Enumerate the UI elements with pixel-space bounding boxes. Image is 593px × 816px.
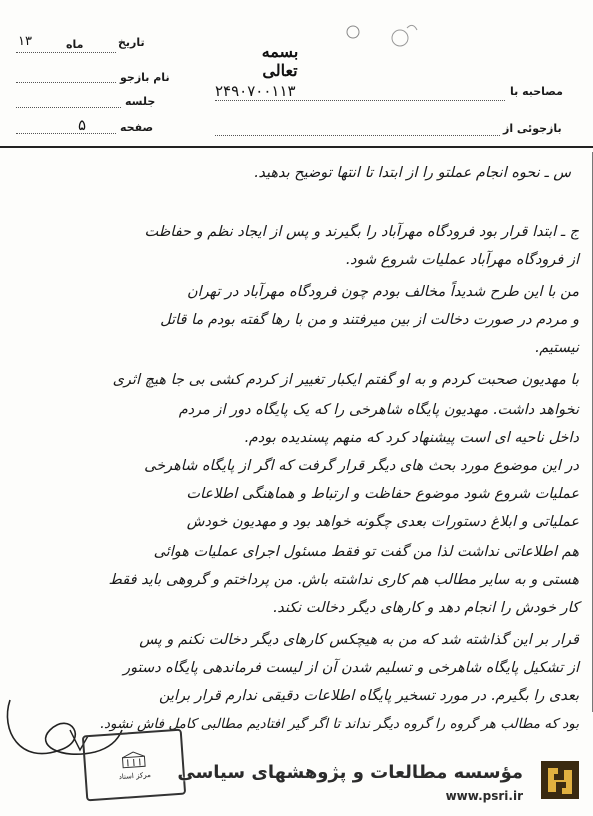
answer-line: و مردم در صورت دخالت از بین میرفتند و من با رها گفته بودم ما قاتل [160, 312, 579, 328]
interviewee-label: مصاحبه با [510, 85, 563, 98]
answer-line: داخل ناحیه ای است پیشنهاد کرد که منهم پسندیده بودم. [244, 430, 579, 446]
answer-line: بعدی را بگیرم. در مورد تسخیر پایگاه اطلاعات دقیقی ندارم قرار براین [158, 688, 579, 704]
page-line [16, 133, 116, 134]
ink-swirl-decoration [345, 20, 425, 50]
answer-line: کار خودش را انجام دهد و کارهای دیگر دخالت نکند. [272, 600, 579, 616]
interrogation-of-line [215, 135, 500, 136]
question-line: س ـ نحوه انجام عملتو را از ابتدا تا انتها توضیح بدهید. [253, 165, 571, 181]
interviewee-value: ۲۴۹۰۷۰۰۱۱۳ [215, 82, 296, 100]
answer-line: نخواهد داشت. مهدیون پایگاه شاهرخی را که یک پایگاه دور از مردم [178, 402, 579, 418]
interviewee-line [215, 100, 505, 101]
answer-line: هستی و به سایر مطالب هم کاری نداشته باش. من پرداختم و گروهی باید فقط [108, 572, 579, 588]
header-divider [0, 146, 593, 148]
answer-line: هم اطلاعاتی نداشت لذا من گفت تو فقط مسئول اجرای عملیات هوائی [153, 544, 579, 560]
session-line [16, 107, 121, 108]
emblem-icon [120, 750, 147, 770]
archive-stamp [82, 729, 186, 802]
interrogation-of-label: بازجوئی از [503, 122, 562, 135]
answer-line: در این موضوع مورد بحث های دیگر قرار گرفت که اگر از پایگاه شاهرخی [144, 458, 579, 474]
answer-line: از تشکیل پایگاه شاهرخی و تسلیم شدن آن از لیست فرماندهی پایگاه دستور [123, 660, 579, 676]
answer-line: ج ـ ابتدا قرار بود فرودگاه مهرآباد را بگیرند و پس از ایجاد نظم و حفاظت [144, 224, 579, 240]
watermark-organization: مؤسسه مطالعات و پژوهشهای سیاسی [177, 762, 523, 783]
answer-line: با مهدیون صحبت کردم و به او گفتم ایکبار تغییر از کردم کشی بی جا هیچ اثری [112, 372, 579, 388]
answer-line: نیستیم. [534, 340, 579, 356]
date-label: تاریخ [118, 36, 145, 49]
interrogator-name-label: نام بازجو [120, 71, 170, 84]
date-month-label: ماه [66, 38, 84, 51]
answer-line: عملیاتی و ابلاغ دستورات بعدی چگونه خواهد بود و مهدیون خودش [186, 514, 579, 530]
answer-line: از فرودگاه مهرآباد عملیات شروع شود. [345, 252, 579, 268]
watermark-url: www.psri.ir [445, 789, 523, 803]
stamp-text: مرکز اسناد [118, 770, 152, 781]
answer-line: قرار بر این گذاشته شد که من به هیچکس کارهای دیگر دخالت نکنم و پس [139, 632, 579, 648]
answer-line: من با این طرح شدیداً مخالف بودم چون فرودگاه مهرآباد در تهران [187, 284, 579, 300]
answer-line: بود که مطالب هر گروه را گروه دیگر نداند تا اگر گیر افتادیم مطالبی کامل فاش نشود. [99, 716, 579, 732]
answer-line: عملیات شروع شود موضوع حفاظت و ارتباط و هماهنگی اطلاعات [186, 486, 579, 502]
date-value: ۱۳ [18, 34, 32, 49]
document-title: بسمه تعالی [261, 42, 299, 80]
page-value: ۵ [78, 116, 87, 134]
date-field-line [16, 52, 116, 53]
interrogator-name-line [16, 82, 116, 83]
page-label: صفحه [120, 121, 154, 134]
institute-logo-icon [540, 760, 580, 800]
session-label: جلسه [125, 95, 156, 108]
